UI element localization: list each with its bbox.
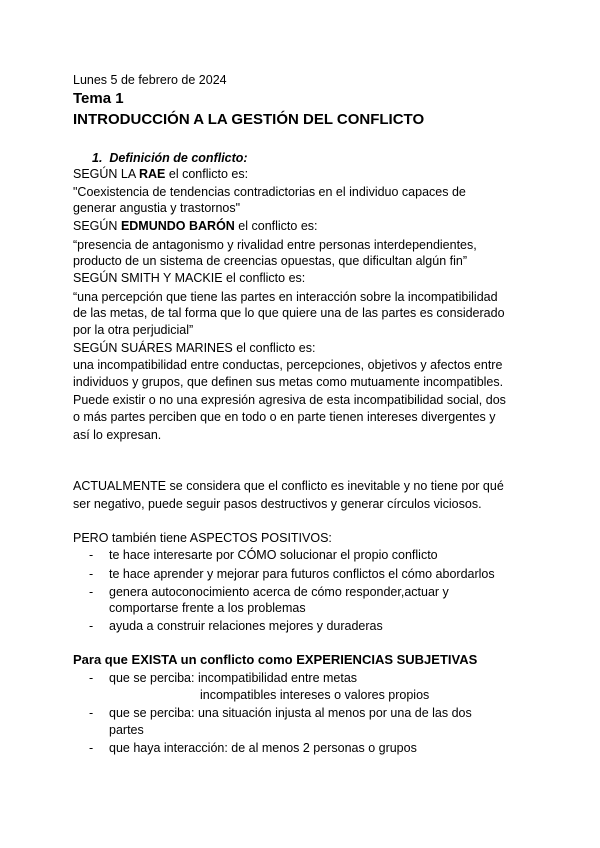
actual-paragraph-line: ACTUALMENTE se considera que el conflicto es inevitable y no tiene por qué	[73, 479, 504, 493]
suares-intro: SEGÚN SUÁRES MARINES el conflicto es:	[73, 341, 316, 355]
page-title: INTRODUCCIÓN A LA GESTIÓN DEL CONFLICTO	[73, 111, 425, 128]
positive-aspects-intro: PERO también tiene ASPECTOS POSITIVOS:	[73, 531, 332, 545]
suares-definition-line: así lo expresan.	[73, 428, 162, 442]
list-dash: -	[89, 567, 94, 581]
baron-definition-line: producto de un sistema de creencias opuestas, que dificultan algún fin”	[73, 254, 467, 268]
topic-heading: Tema 1	[73, 90, 124, 107]
suares-definition-line: Puede existir o no una expresión agresiva de esta incompatibilidad social, dos	[73, 393, 506, 407]
exists-heading: Para que EXISTA un conflicto como EXPERIENCIAS SUBJETIVAS	[73, 652, 478, 667]
rae-definition-line: "Coexistencia de tendencias contradictorias en el individuo capaces de	[73, 185, 466, 199]
list-dash: -	[89, 585, 94, 599]
section-heading-text: Definición de conflicto:	[109, 151, 248, 165]
smith-definition-line: por la otra perjudicial”	[73, 323, 194, 337]
smith-definition-line: de las metas, de tal forma que lo que quiere una de las partes es considerado	[73, 306, 505, 320]
list-dash: -	[89, 548, 94, 562]
baron-author: EDMUNDO BARÓN	[120, 219, 235, 233]
section-number: 1.	[92, 151, 103, 165]
rae-definition-line: generar angustia y trastornos"	[73, 201, 241, 215]
rae-author: RAE	[139, 167, 166, 181]
document-date: Lunes 5 de febrero de 2024	[73, 73, 227, 87]
rae-intro: SEGÚN LA RAE el conflicto es:	[73, 167, 249, 181]
actual-paragraph-line: ser negativo, puede seguir pasos destructivos y generar círculos viciosos.	[73, 497, 482, 511]
smith-definition-line: “una percepción que tiene las partes en interacción sobre la incompatibilidad	[73, 290, 498, 304]
suares-definition-line: o más partes perciben que en todo o en parte tienen intereses divergentes y	[73, 410, 496, 424]
section-heading-definition	[92, 150, 248, 166]
list-dash: -	[89, 619, 94, 633]
list-dash: -	[89, 741, 94, 755]
baron-intro: SEGÚN EDMUNDO BARÓN el conflicto es:	[73, 219, 318, 233]
suares-definition-line: individuos y grupos, que definen sus metas como mutuamente incompatibles.	[73, 375, 504, 389]
smith-intro: SEGÚN SMITH Y MACKIE el conflicto es:	[73, 271, 306, 285]
list-dash: -	[89, 706, 94, 720]
list-dash: -	[89, 671, 94, 685]
suares-definition-line: una incompatibilidad entre conductas, percepciones, objetivos y afectos entre	[73, 358, 503, 372]
baron-definition-line: “presencia de antagonismo y rivalidad entre personas interdependientes,	[73, 238, 477, 252]
